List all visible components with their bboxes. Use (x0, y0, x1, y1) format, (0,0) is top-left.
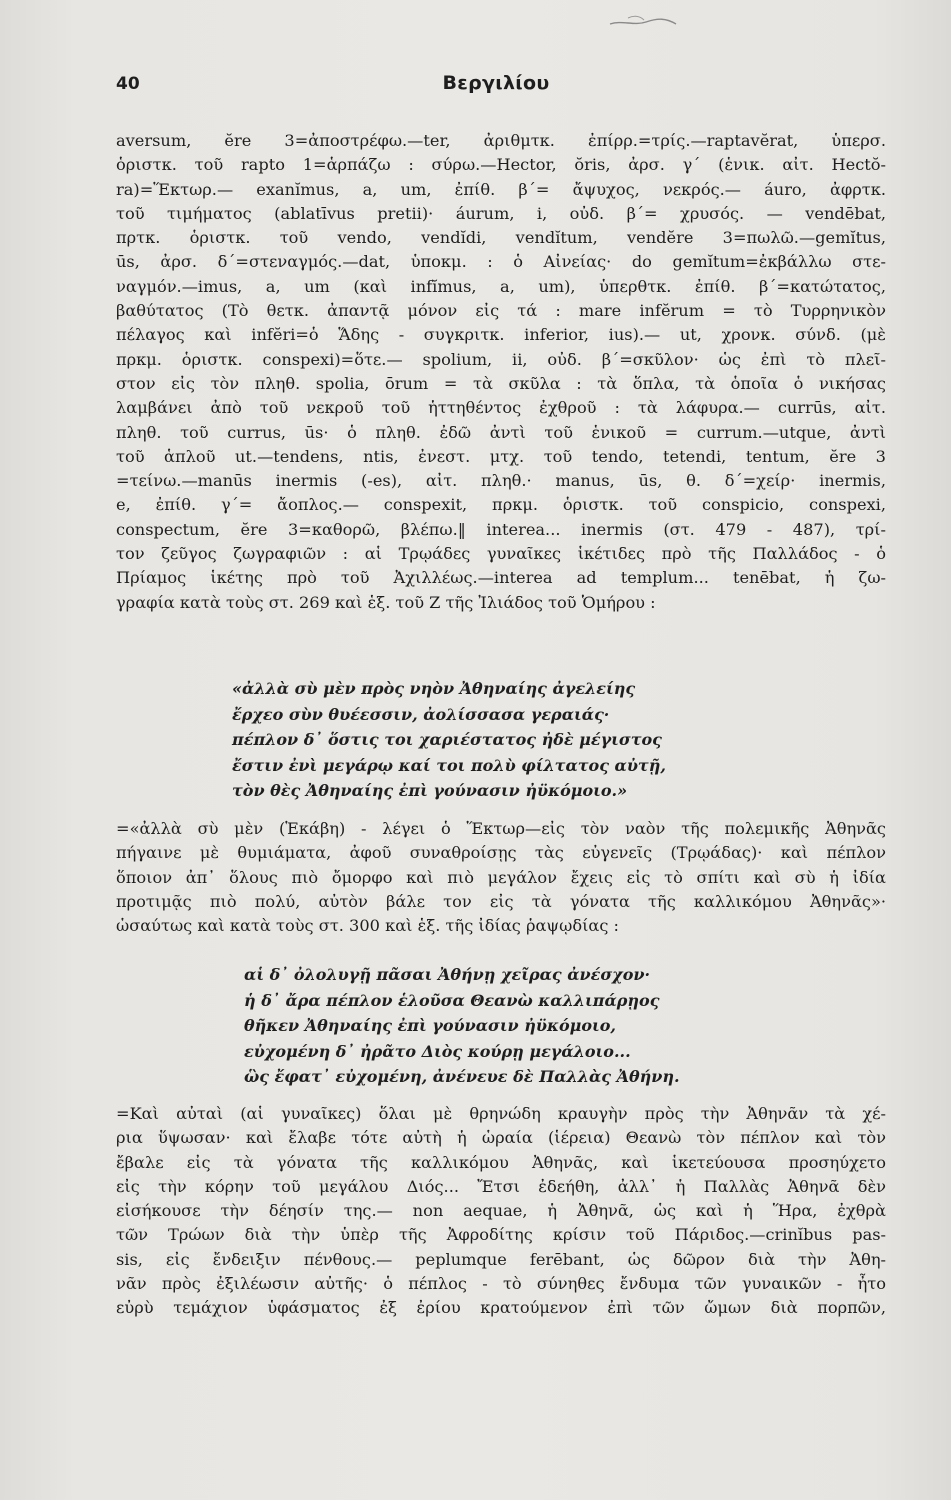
verse-line: αἱ δ᾽ ὀλολυγῇ πᾶσαι Ἀθήνῃ χεῖρας ἀνέσχον· (244, 965, 651, 984)
verse-line: ἡ δ᾽ ἄρα πέπλον ἑλοῦσα Θεανὼ καλλιπάρῃος (244, 990, 660, 1010)
text-line: πρκμ. ὁριστκ. conspexi)=ὅτε.— spolium, ii, οὐδ. β΄=σκῦλον· ὡς ἐπὶ τὸ πλεῖ- (116, 349, 886, 369)
text-line: sis, εἰς ἔνδειξιν πένθους.— peplumque ferēbant, ὡς δῶρον διὰ τὴν Ἀθη- (116, 1249, 886, 1269)
text-line: πληθ. τοῦ currus, ūs· ὁ πληθ. ἐδῶ ἀντὶ τοῦ ἑνικοῦ = currum.—utque, ἀντὶ (116, 422, 886, 442)
text-line: στον εἰς τὸν πληθ. spolia, ōrum = τὰ σκῦλα : τὰ ὅπλα, τὰ ὁποῖα ὁ νικήσας (116, 373, 886, 393)
text-line: πρτκ. ὁριστκ. τοῦ vendo, vendĭdi, vendĭtum, vendĕre 3=πωλῶ.—gemĭtus, (116, 228, 886, 248)
verse-line: «ἀλλὰ σὺ μὲν πρὸς νηὸν Ἀθηναίης ἀγελείης (232, 679, 636, 698)
verse-line: πέπλον δ᾽ ὅστις τοι χαριέστατος ἠδὲ μέγιστος (232, 730, 662, 749)
text-line: εἰσήκουσε τὴν δέησίν της.— non aequae, ἡ Ἀθηνᾶ, ὡς καὶ ἡ Ἥρα, ἐχθρὰ (116, 1201, 886, 1221)
text-line: πέλαγος καὶ infĕri=ὁ Ἅδης - συγκριτκ. inferior, ius).— ut, χρονκ. σύνδ. (μὲ (116, 325, 886, 345)
page-header (116, 72, 876, 104)
verse-line: ἔστιν ἐνὶ μεγάρῳ καί τοι πολὺ φίλτατος αὐτῇ, (232, 755, 666, 775)
text-line: εἰς τὴν κόρην τοῦ μεγάλου Διός... Ἔτσι ἐδεήθη, ἀλλ᾽ ἡ Παλλὰς Ἀθηνᾶ δὲν (116, 1176, 886, 1196)
text-line: ὡσαύτως καὶ κατὰ τοὺς στ. 300 καὶ ἑξ. τῆς ἰδίας ῥαψῳδίας : (116, 916, 620, 936)
text-line: ἔβαλε εἰς τὰ γόνατα τῆς καλλικόμου Ἀθηνᾶς, καὶ ἱκετεύουσα προσηύχετο (116, 1152, 886, 1172)
pen-mark-icon (608, 12, 678, 34)
homer-quote-1 (232, 676, 666, 804)
verse-line: τὸν θὲς Ἀθηναίης ἐπὶ γούνασιν ἠϋκόμοιο.» (232, 781, 628, 800)
text-line: πήγαινε μὲ θυμιάματα, ἀφοῦ συναθροίσῃς τὰς εὐγενεῖς (Τρῳάδας)· καὶ πέπλον (116, 843, 886, 863)
text-line: βαθύτατος (Τὸ θετκ. ἀπαντᾷ μόνον εἰς τά : mare infĕrum = τὸ Τυρρηνικὸν (116, 301, 886, 321)
text-line: ra)=Ἕκτωρ.— exanĭmus, a, um, ἐπίθ. β΄= ἄψυχος, νεκρός.— áuro, ἀφρτκ. (116, 179, 886, 199)
text-line: νᾶν πρὸς ἐξιλέωσιν αὐτῆς· ὁ πέπλος - τὸ σύνηθες ἔνδυμα τῶν γυναικῶν - ἦτο (116, 1274, 886, 1294)
page-number: 40 (116, 74, 140, 94)
text-line: ūs, ἀρσ. δ΄=στεναγμός.—dat, ὑποκμ. : ὁ Αἰνείας· do gemĭtum=ἐκβάλλω στε- (116, 252, 886, 272)
verse-line: εὐχομένη δ᾽ ἠρᾶτο Διὸς κούρῃ μεγάλοιο... (244, 1041, 631, 1061)
translation-paragraph-2 (116, 1102, 886, 1321)
running-head: Βεργιλίου (442, 72, 550, 94)
text-line: ρια ὕψωσαν· καὶ ἔλαβε τότε αὐτὴ ἡ ὡραία (ἱέρεια) Θεανὼ τὸν πέπλον καὶ τὸν (116, 1128, 886, 1148)
text-line: =τείνω.—manūs inermis (-es), αἰτ. πληθ.· manus, ūs, θ. δ΄=χείρ· inermis, (116, 471, 886, 491)
verse-line: ὣς ἔφατ᾽ εὐχομένη, ἀνένευε δὲ Παλλὰς Ἀθήνη. (244, 1067, 680, 1086)
translation-paragraph-1 (116, 817, 886, 938)
text-line: aversum, ĕre 3=ἀποστρέφω.—ter, ἀριθμτκ. ἐπίρρ.=τρίς.—raptavĕrat, ὑπερσ. (116, 131, 886, 150)
text-line: =«ἀλλὰ σὺ μὲν (Ἑκάβη) - λέγει ὁ Ἕκτωρ—εἰς τὸν ναὸν τῆς πολεμικῆς Ἀθηνᾶς (116, 819, 886, 838)
text-line: τοῦ τιμήματος (ablatīvus pretii)· áurum, i, οὐδ. β΄= χρυσός. — vendēbat, (116, 203, 886, 223)
text-line: γραφία κατὰ τοὺς στ. 269 καὶ ἑξ. τοῦ Ζ τῆς Ἰλιάδος τοῦ Ὁμήρου : (116, 592, 656, 612)
text-line: τον ζεῦγος ζωγραφιῶν : αἱ Τρῳάδες γυναῖκες ἱκέτιδες πρὸ τῆς Παλλάδος - ὁ (116, 544, 886, 564)
text-line: τοῦ ἁπλοῦ ut.—tendens, ntis, ἐνεστ. μτχ. τοῦ tendo, tetendi, tentum, ĕre 3 (116, 446, 886, 466)
commentary-paragraph-1 (116, 129, 886, 615)
text-line: εὐρὺ τεμάχιον ὑφάσματος ἐξ ἐρίου κρατούμενον ἐπὶ τῶν ὤμων διὰ πορπῶν, (116, 1298, 886, 1318)
text-line: ὁριστκ. τοῦ rapto 1=ἁρπάζω : σύρω.—Hector, ŏris, ἀρσ. γ΄ (ἑνικ. αἰτ. Hectŏ- (116, 155, 886, 175)
text-line: ναγμόν.—imus, a, um (καὶ infĭmus, a, um), ὑπερθτκ. ἐπίθ. β΄=κατώτατος, (116, 276, 886, 296)
verse-line: ἔρχεο σὺν θυέεσσιν, ἀολίσσασα γεραιάς· (232, 704, 610, 724)
text-line: conspectum, ĕre 3=καθορῶ, βλέπω.‖ interea... inermis (στ. 479 - 487), τρί- (116, 519, 886, 539)
text-line: =Καὶ αὐταὶ (αἱ γυναῖκες) ὅλαι μὲ θρηνώδη κραυγὴν πρὸς τὴν Ἀθηνᾶν τὰ χέ- (116, 1104, 886, 1123)
text-line: Πρίαμος ἱκέτης πρὸ τοῦ Ἀχιλλέως.—interea ad templum... tenēbat, ἡ ζω- (116, 568, 886, 588)
text-line: προτιμᾷς πιὸ πολύ, αὐτὸν βάλε τον εἰς τὰ γόνατα τῆς καλλικόμου Ἀθηνᾶς»· (116, 891, 886, 911)
text-line: e, ἐπίθ. γ΄= ἄοπλος.— conspexit, πρκμ. ὁριστκ. τοῦ conspicio, conspexi, (116, 495, 886, 515)
homer-quote-2 (244, 962, 680, 1090)
verse-line: θῆκεν Ἀθηναίης ἐπὶ γούνασιν ἠϋκόμοιο, (244, 1016, 616, 1035)
text-line: ὅποιον ἀπ᾽ ὅλους πιὸ ὄμορφο καὶ πιὸ μεγάλον ἔχεις εἰς τὸ σπίτι καὶ σὺ ἡ ἰδία (116, 867, 886, 887)
text-line: λαμβάνει ἀπὸ τοῦ νεκροῦ τοῦ ἡττηθέντος ἐχθροῦ : τὰ λάφυρα.— currūs, αἰτ. (116, 398, 886, 418)
text-line: τῶν Τρώων διὰ τὴν ὑπὲρ τῆς Ἀφροδίτης κρίσιν τοῦ Πάριδος.—crinĭbus pas- (116, 1225, 886, 1245)
